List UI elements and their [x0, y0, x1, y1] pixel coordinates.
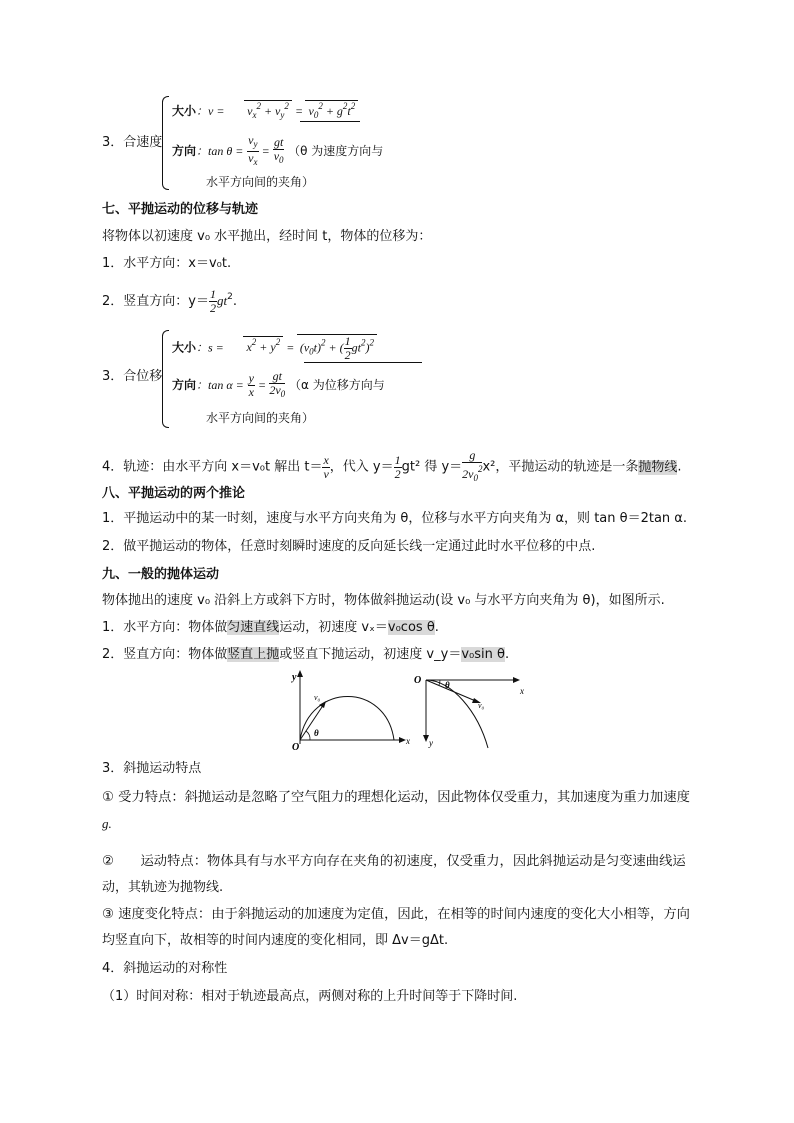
section9-item3: 3．斜抛运动特点 — [102, 761, 202, 776]
fig1-v0-vector — [300, 704, 324, 740]
fig2-v0-vector — [426, 680, 478, 702]
section8-item2: 2．做平抛运动的物体，任意时刻瞬时速度的反向延长线一定通过此时水平位移的中点. — [102, 539, 596, 554]
velocity-label: 3．合速度 — [102, 135, 163, 150]
characteristic-3-cont: 均竖直向下，故相等的时间内速度的变化相同，即 Δv＝gΔt. — [102, 933, 449, 948]
fig1-x-arrow — [399, 737, 406, 743]
section8-item1: 1．平抛运动中的某一时刻，速度与水平方向夹角为 θ，位移与水平方向夹角为 α，则 tan θ＝2tan α. — [102, 511, 687, 526]
characteristic-3: ③ 速度变化特点：由于斜抛运动的加速度为定值，因此，在相等的时间内速度的变化大小相等，方向 — [102, 907, 690, 922]
fig2-theta-label: θ — [445, 680, 450, 690]
displacement-size-row: 大小：$s = x^2 + y^2 = (v_0t)^2$ + ( $\frac{1}{2}$ $gt^2)^2$ — [172, 334, 377, 362]
displacement-note-line2: 水平方向间的夹角） — [206, 411, 315, 425]
fig1-x-label: x — [406, 736, 410, 746]
section7-item2: 2．竖直方向：y＝ $\frac{1}{2}$ $gt^2$. — [102, 287, 237, 315]
section7-title: 七、平抛运动的位移与轨迹 — [102, 202, 259, 217]
displacement-label: 3．合位移 — [102, 369, 163, 384]
section9-intro: 物体抛出的速度 v₀ 沿斜上方或斜下方时，物体做斜抛运动(设 v₀ 与水平方向夹角为 θ)，如图所示. — [102, 593, 665, 608]
section9-item1: 1．水平方向：物体做匀速直线运动，初速度 vₓ＝v₀cos θ. — [102, 620, 439, 635]
fig1-y-arrow — [297, 670, 303, 677]
displacement-underline — [304, 362, 422, 363]
fig1-theta-label: θ — [314, 728, 319, 738]
characteristic-2: ② 运动特点：物体具有与水平方向存在夹角的初速度，仅受重力，因此斜抛运动是匀变速曲线运 — [102, 854, 686, 869]
fig1-y-label: y — [292, 672, 297, 683]
fig2-origin-label: O — [414, 675, 422, 686]
velocity-brace — [162, 96, 169, 190]
displacement-brace — [162, 330, 169, 428]
velocity-note-line2: 水平方向间的夹角） — [206, 175, 315, 189]
fig1-theta-arc — [306, 731, 310, 740]
velocity-size-row: 大小：$v = v_x^2 + v_y^2 = v_0^2 + g^2t^2$ — [172, 100, 358, 120]
fig2-x-arrow — [513, 677, 520, 683]
fig1-origin-label: O — [292, 742, 300, 752]
characteristic-2-cont: 动，其轨迹为抛物线. — [102, 880, 224, 895]
section9-item4: 4．斜抛运动的对称性 — [102, 961, 228, 976]
velocity-underline — [300, 121, 360, 122]
section9-title: 九、一般的抛体运动 — [102, 567, 220, 582]
characteristic-1: ① 受力特点：斜抛运动是忽略了空气阻力的理想化运动，因此物体仅受重力，其加速度为重力加速度 — [102, 790, 690, 805]
section7-intro: 将物体以初速度 v₀ 水平抛出，经时间 t，物体的位移为： — [102, 229, 432, 244]
section7-item1: 1．水平方向：x＝v₀t. — [102, 256, 232, 271]
fig2-v0-label: v₀ — [478, 701, 485, 710]
symmetry-1: （1）时间对称：相对于轨迹最高点，两侧对称的上升时间等于下降时间. — [102, 989, 518, 1004]
fig2-x-label: x — [520, 686, 524, 696]
section9-item2: 2．竖直方向：物体做竖直上抛或竖直下抛运动，初速度 v_y＝v₀sin θ. — [102, 647, 510, 662]
oblique-projectile-figure — [286, 668, 416, 752]
horizontal-projectile-figure — [412, 672, 532, 752]
displacement-direction-row: 方向：tan α = $\frac{y}{x}$ = $\frac{gt}{2v_0}$ （α 为位移方向与 — [172, 369, 385, 399]
velocity-direction-row: 方向：tan θ = $\frac{v_y}{v_x}$ = $\frac{gt}{v_0}$ （θ 为速度方向与 — [172, 133, 384, 167]
fig2-y-label: y — [429, 738, 433, 748]
characteristic-1-cont: g. — [102, 816, 112, 831]
fig2-trajectory — [426, 680, 488, 748]
section7-item4: 4．轨迹：由水平方向 x＝v₀t 解出 t＝ $\frac{x}{v}$ ，代入 y＝ $\frac{1}{2}$ gt² 得 y＝ $\frac{g}{2v_0^2}$ x²，平抛运动的轨迹是一条抛物线. — [102, 448, 682, 483]
section8-title: 八、平抛运动的两个推论 — [102, 486, 246, 501]
fig1-v0-arrow — [319, 701, 326, 708]
fig1-v0-label: v₀ — [314, 693, 321, 702]
